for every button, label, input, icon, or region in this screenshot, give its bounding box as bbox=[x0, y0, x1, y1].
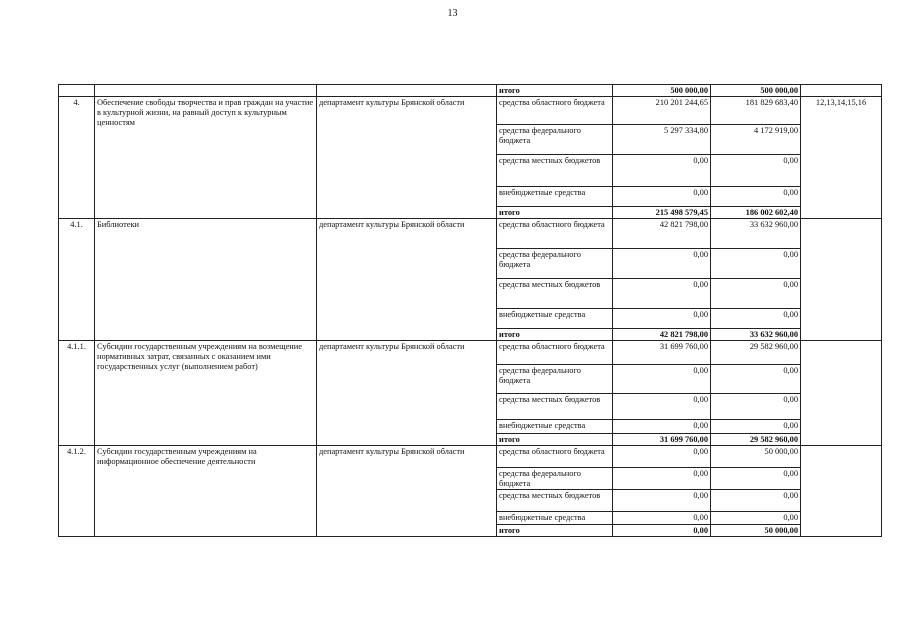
amount-value-1: 0,00 bbox=[613, 468, 711, 490]
total-label: итого bbox=[497, 525, 613, 537]
funding-source: средства областного бюджета bbox=[497, 219, 613, 249]
amount-value-1: 0,00 bbox=[613, 187, 711, 207]
amount-value-1: 210 201 244,65 bbox=[613, 97, 711, 125]
amount-value-1: 31 699 760,00 bbox=[613, 341, 711, 365]
amount-value-1: 0,00 bbox=[613, 446, 711, 468]
amount-value-2: 50 000,00 bbox=[711, 446, 801, 468]
item-executor: департамент культуры Брянской области bbox=[317, 219, 497, 341]
empty-cell bbox=[801, 85, 882, 97]
item-indicators bbox=[801, 341, 882, 446]
source-row bbox=[59, 446, 882, 468]
item-executor: департамент культуры Брянской области bbox=[317, 97, 497, 219]
amount-value-1: 0,00 bbox=[613, 512, 711, 525]
source-row bbox=[59, 341, 882, 365]
funding-source: средства областного бюджета bbox=[497, 97, 613, 125]
source-row bbox=[59, 97, 882, 125]
item-name: Субсидии государственным учреждениям на возмещение нормативных затрат, связанных с оказанием ими государственных услуг (выполнением работ) bbox=[95, 341, 317, 446]
total-value-2: 50 000,00 bbox=[711, 525, 801, 537]
budget-table bbox=[58, 84, 882, 537]
item-indicators: 12,13,14,15,16 bbox=[801, 97, 882, 219]
amount-value-1: 0,00 bbox=[613, 365, 711, 394]
funding-source: внебюджетные средства bbox=[497, 512, 613, 525]
total-value-2: 29 582 960,00 bbox=[711, 434, 801, 446]
funding-source: внебюджетные средства bbox=[497, 420, 613, 434]
page-number: 13 bbox=[447, 8, 458, 19]
item-indicators bbox=[801, 219, 882, 341]
amount-value-2: 0,00 bbox=[711, 365, 801, 394]
amount-value-2: 0,00 bbox=[711, 420, 801, 434]
funding-source: внебюджетные средства bbox=[497, 187, 613, 207]
amount-value-2: 0,00 bbox=[711, 512, 801, 525]
total-value-1: 31 699 760,00 bbox=[613, 434, 711, 446]
item-indicators bbox=[801, 446, 882, 537]
amount-value-1: 0,00 bbox=[613, 249, 711, 279]
amount-value-1: 0,00 bbox=[613, 490, 711, 512]
funding-source: внебюджетные средства bbox=[497, 309, 613, 329]
total-label: итого bbox=[497, 329, 613, 341]
funding-source: средства федерального бюджета bbox=[497, 125, 613, 155]
item-name: Субсидии государственным учреждениям на информационное обеспечение деятельности bbox=[95, 446, 317, 537]
amount-value-2: 33 632 960,00 bbox=[711, 219, 801, 249]
amount-value-2: 0,00 bbox=[711, 468, 801, 490]
total-label: итого bbox=[497, 207, 613, 219]
item-number: 4.1. bbox=[59, 219, 95, 341]
amount-value-2: 4 172 919,00 bbox=[711, 125, 801, 155]
funding-source: средства местных бюджетов bbox=[497, 279, 613, 309]
amount-value-2: 0,00 bbox=[711, 187, 801, 207]
total-value-2: 186 002 602,40 bbox=[711, 207, 801, 219]
funding-source: средства федерального бюджета bbox=[497, 249, 613, 279]
amount-value-2: 0,00 bbox=[711, 490, 801, 512]
empty-cell bbox=[95, 85, 317, 97]
amount-value-2: 181 829 683,40 bbox=[711, 97, 801, 125]
item-number: 4. bbox=[59, 97, 95, 219]
amount-value-1: 5 297 334,80 bbox=[613, 125, 711, 155]
total-label: итого bbox=[497, 85, 613, 97]
total-value-1: 215 498 579,45 bbox=[613, 207, 711, 219]
item-number: 4.1.1. bbox=[59, 341, 95, 446]
top-total-row bbox=[59, 85, 882, 97]
amount-value-1: 0,00 bbox=[613, 279, 711, 309]
total-label: итого bbox=[497, 434, 613, 446]
total-value-1: 0,00 bbox=[613, 525, 711, 537]
total-value-2: 500 000,00 bbox=[711, 85, 801, 97]
funding-source: средства местных бюджетов bbox=[497, 155, 613, 187]
amount-value-1: 0,00 bbox=[613, 309, 711, 329]
amount-value-2: 0,00 bbox=[711, 279, 801, 309]
item-executor: департамент культуры Брянской области bbox=[317, 341, 497, 446]
empty-cell bbox=[59, 85, 95, 97]
amount-value-2: 0,00 bbox=[711, 309, 801, 329]
total-value-2: 33 632 960,00 bbox=[711, 329, 801, 341]
funding-source: средства федерального бюджета bbox=[497, 365, 613, 394]
amount-value-1: 0,00 bbox=[613, 394, 711, 420]
amount-value-2: 0,00 bbox=[711, 155, 801, 187]
amount-value-1: 42 821 798,00 bbox=[613, 219, 711, 249]
empty-cell bbox=[317, 85, 497, 97]
amount-value-2: 0,00 bbox=[711, 249, 801, 279]
total-value-1: 500 000,00 bbox=[613, 85, 711, 97]
budget-table-body bbox=[59, 85, 882, 537]
item-name: Библиотеки bbox=[95, 219, 317, 341]
amount-value-2: 29 582 960,00 bbox=[711, 341, 801, 365]
funding-source: средства местных бюджетов bbox=[497, 490, 613, 512]
item-name: Обеспечение свободы творчества и прав граждан на участие в культурной жизни, на равный доступ к культурным ценностям bbox=[95, 97, 317, 219]
funding-source: средства областного бюджета bbox=[497, 446, 613, 468]
item-executor: департамент культуры Брянской области bbox=[317, 446, 497, 537]
item-number: 4.1.2. bbox=[59, 446, 95, 537]
total-value-1: 42 821 798,00 bbox=[613, 329, 711, 341]
amount-value-2: 0,00 bbox=[711, 394, 801, 420]
funding-source: средства местных бюджетов bbox=[497, 394, 613, 420]
funding-source: средства федерального бюджета bbox=[497, 468, 613, 490]
funding-source: средства областного бюджета bbox=[497, 341, 613, 365]
amount-value-1: 0,00 bbox=[613, 420, 711, 434]
amount-value-1: 0,00 bbox=[613, 155, 711, 187]
source-row bbox=[59, 219, 882, 249]
